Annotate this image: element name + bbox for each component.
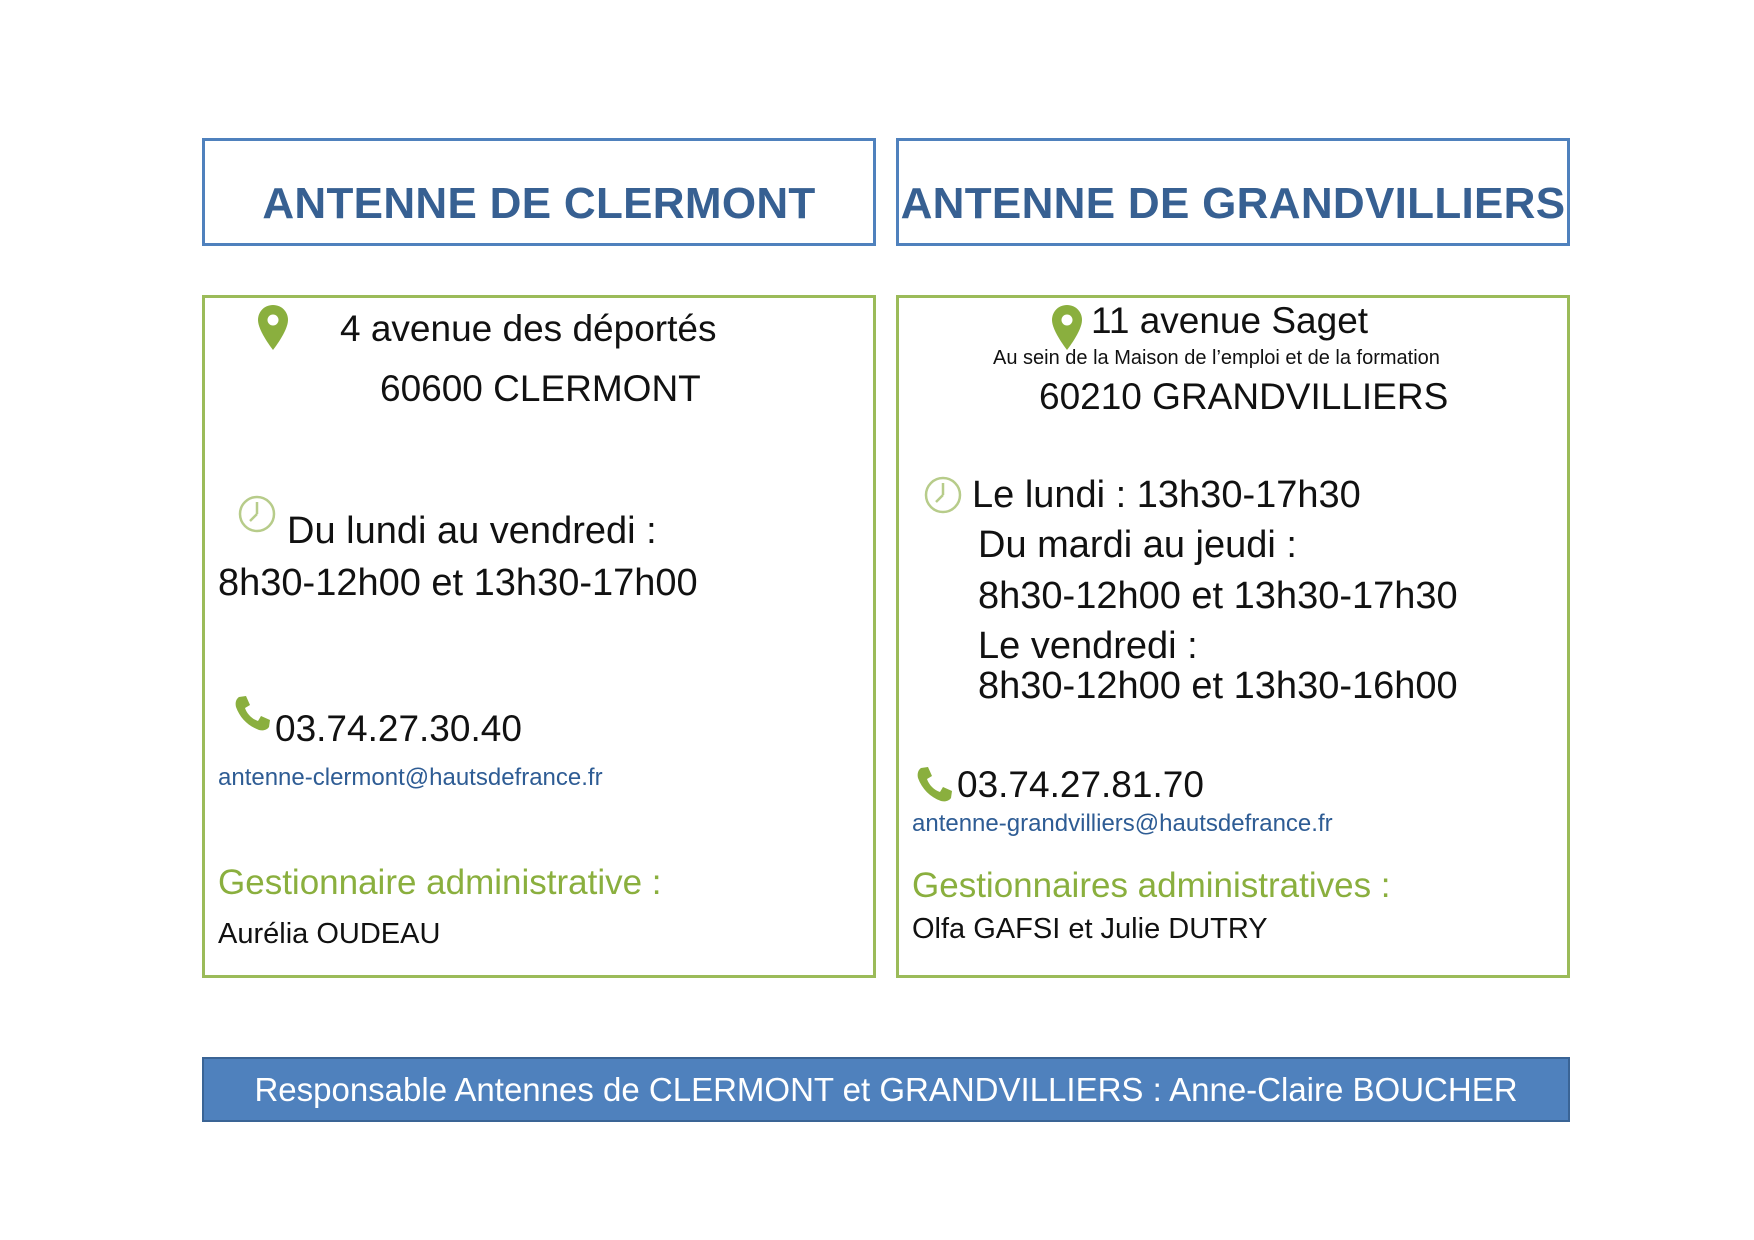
- address-line1: 4 avenue des déportés: [340, 308, 717, 349]
- hours-line-2: 8h30-12h00 et 13h30-17h00: [218, 562, 698, 604]
- title-box-grandvilliers: [896, 138, 1570, 246]
- address-line1: 11 avenue Saget: [1091, 300, 1369, 341]
- email-link[interactable]: antenne-grandvilliers@hautsdefrance.fr: [912, 810, 1333, 837]
- hours-line-4: Le vendredi :: [978, 625, 1198, 667]
- hours-line-3: 8h30-12h00 et 13h30-17h30: [978, 575, 1458, 617]
- map-pin-icon: [256, 304, 290, 352]
- map-pin-icon: [1050, 304, 1084, 352]
- manager-label: Gestionnaires administratives :: [912, 866, 1391, 905]
- card-grandvilliers: [896, 295, 1570, 978]
- email-link[interactable]: antenne-clermont@hautsdefrance.fr: [218, 764, 603, 791]
- clock-icon: [923, 475, 963, 515]
- phone-number: 03.74.27.81.70: [957, 764, 1204, 805]
- address-line2: 60210 GRANDVILLIERS: [1039, 376, 1449, 417]
- manager-name: Aurélia OUDEAU: [218, 918, 441, 950]
- title-grandvilliers: ANTENNE DE GRANDVILLIERS: [900, 179, 1566, 228]
- title-clermont: ANTENNE DE CLERMONT: [262, 179, 816, 228]
- phone-icon: [915, 764, 955, 804]
- phone-icon: [233, 693, 273, 733]
- phone-number: 03.74.27.30.40: [275, 708, 522, 749]
- hours-line-5: 8h30-12h00 et 13h30-16h00: [978, 665, 1458, 707]
- address-line2: 60600 CLERMONT: [380, 368, 701, 409]
- address-note: Au sein de la Maison de l’emploi et de la formation: [993, 347, 1440, 369]
- responsible-text: Responsable Antennes de CLERMONT et GRANDVILLIERS : Anne-Claire BOUCHER: [254, 1070, 1518, 1108]
- clock-icon: [237, 494, 277, 534]
- hours-line-1: Le lundi : 13h30-17h30: [972, 474, 1361, 516]
- responsible-banner: [202, 1057, 1570, 1122]
- card-clermont: [202, 295, 876, 978]
- hours-line-1: Du lundi au vendredi :: [287, 510, 657, 552]
- hours-line-2: Du mardi au jeudi :: [978, 524, 1297, 566]
- manager-label: Gestionnaire administrative :: [218, 863, 662, 902]
- title-box-clermont: [202, 138, 876, 246]
- manager-name: Olfa GAFSI et Julie DUTRY: [912, 913, 1268, 945]
